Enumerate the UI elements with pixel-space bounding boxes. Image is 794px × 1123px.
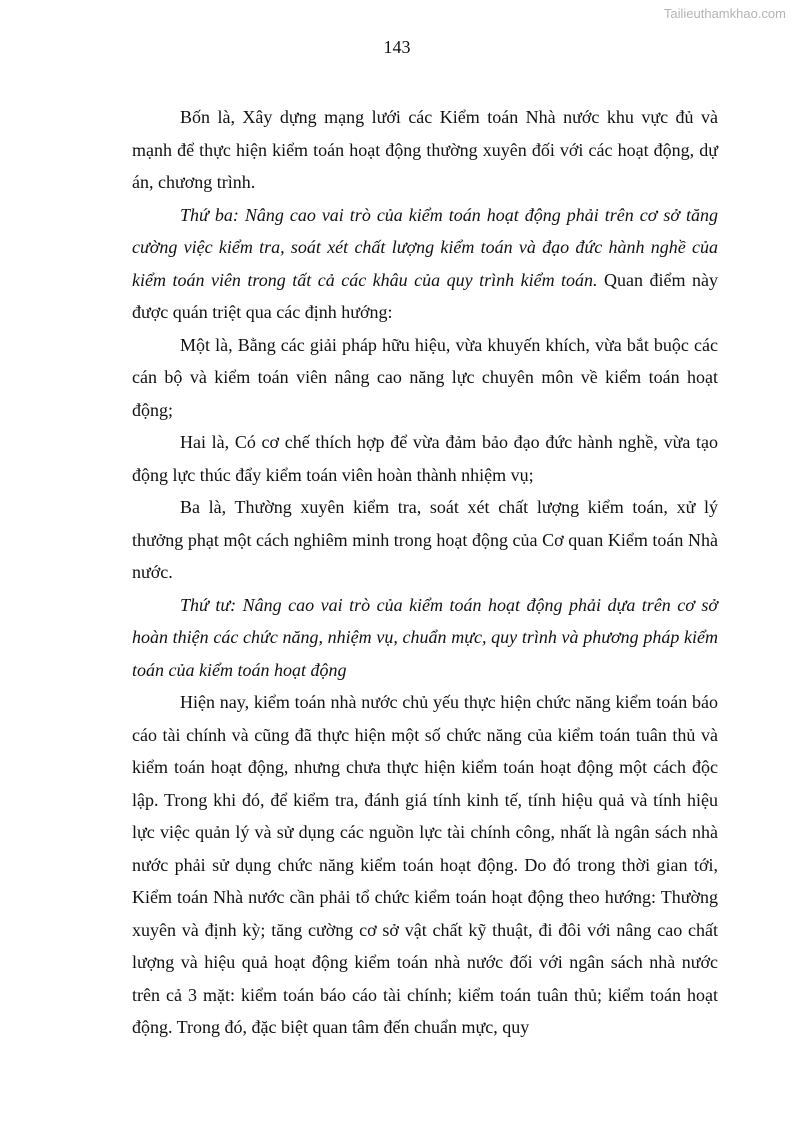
paragraph-thu-tu [132,589,718,687]
paragraph-mot-la: Một là, Bằng các giải pháp hữu hiệu, vừa khuyến khích, vừa bắt buộc các cán bộ và kiểm toán viên nâng cao năng lực chuyên môn về kiểm toán hoạt động; [132,334,718,420]
paragraph-thu-ba-rest: Quan điểm này được quán triệt qua các định hướng: [132,269,718,322]
paragraph-hai-la: Hai là, Có cơ chế thích hợp để vừa đảm bảo đạo đức hành nghề, vừa tạo động lực thúc đẩy kiểm toán viên hoàn thành nhiệm vụ; [132,432,718,485]
paragraph-bon-la: Bốn là, Xây dựng mạng lưới các Kiểm toán Nhà nước khu vực đủ và mạnh để thực hiện kiểm toán hoạt động thường xuyên đối với các hoạt động, dự án, chương trình. [132,107,718,192]
paragraph-hien-nay: Hiện nay, kiểm toán nhà nước chủ yếu thực hiện chức năng kiểm toán báo cáo tài chính và cũng đã thực hiện một số chức năng của kiểm toán tuân thủ và kiểm toán hoạt động, nhưng chưa thực hiện kiểm toán hoạt động một cách độc lập. Trong khi đó, để kiểm tra, đánh giá tính kinh tế, tính hiệu quả và tính hiệu lực việc quản lý và sử dụng các nguồn lực tài chính công, nhất là ngân sách nhà nước phải sử dụng chức năng kiểm toán hoạt động. Do đó trong thời gian tới, Kiểm toán Nhà nước cần phải tổ chức kiểm toán hoạt động theo hướng: Thường xuyên và định kỳ; tăng cường cơ sở vật chất kỹ thuật, đi đôi với nâng cao chất lượng và hiệu quả hoạt động kiểm toán nhà nước đối với ngân sách nhà nước trên cả 3 mặt: kiểm toán báo cáo tài chính; kiểm toán tuân thủ; kiểm toán hoạt động. Trong đó, đặc biệt quan tâm đến chuẩn mực, quy [132,692,718,1037]
paragraph-thu-ba [132,199,718,329]
watermark-text: Tailieuthamkhao.com [663,6,786,21]
heading-thu-ba-italic: Thứ ba: Nâng cao vai trò của kiểm toán hoạt động phải trên cơ sở tăng cường việc kiểm tra, soát xét chất lượng kiểm toán và đạo đức hành nghề của kiểm toán viên trong tất cả các khâu của quy trình kiểm toán. [132,204,718,290]
page-number: 143 [383,37,411,57]
document-body [132,101,718,1044]
paragraph-ba-la: Ba là, Thường xuyên kiểm tra, soát xét chất lượng kiểm toán, xử lý thưởng phạt một cách nghiêm minh trong hoạt động của Cơ quan Kiểm toán Nhà nước. [132,497,718,582]
heading-thu-tu-italic: Thứ tư: Nâng cao vai trò của kiểm toán hoạt động phải dựa trên cơ sở hoàn thiện các chức năng, nhiệm vụ, chuẩn mực, quy trình và phương pháp kiểm toán của kiểm toán hoạt động [132,594,718,680]
